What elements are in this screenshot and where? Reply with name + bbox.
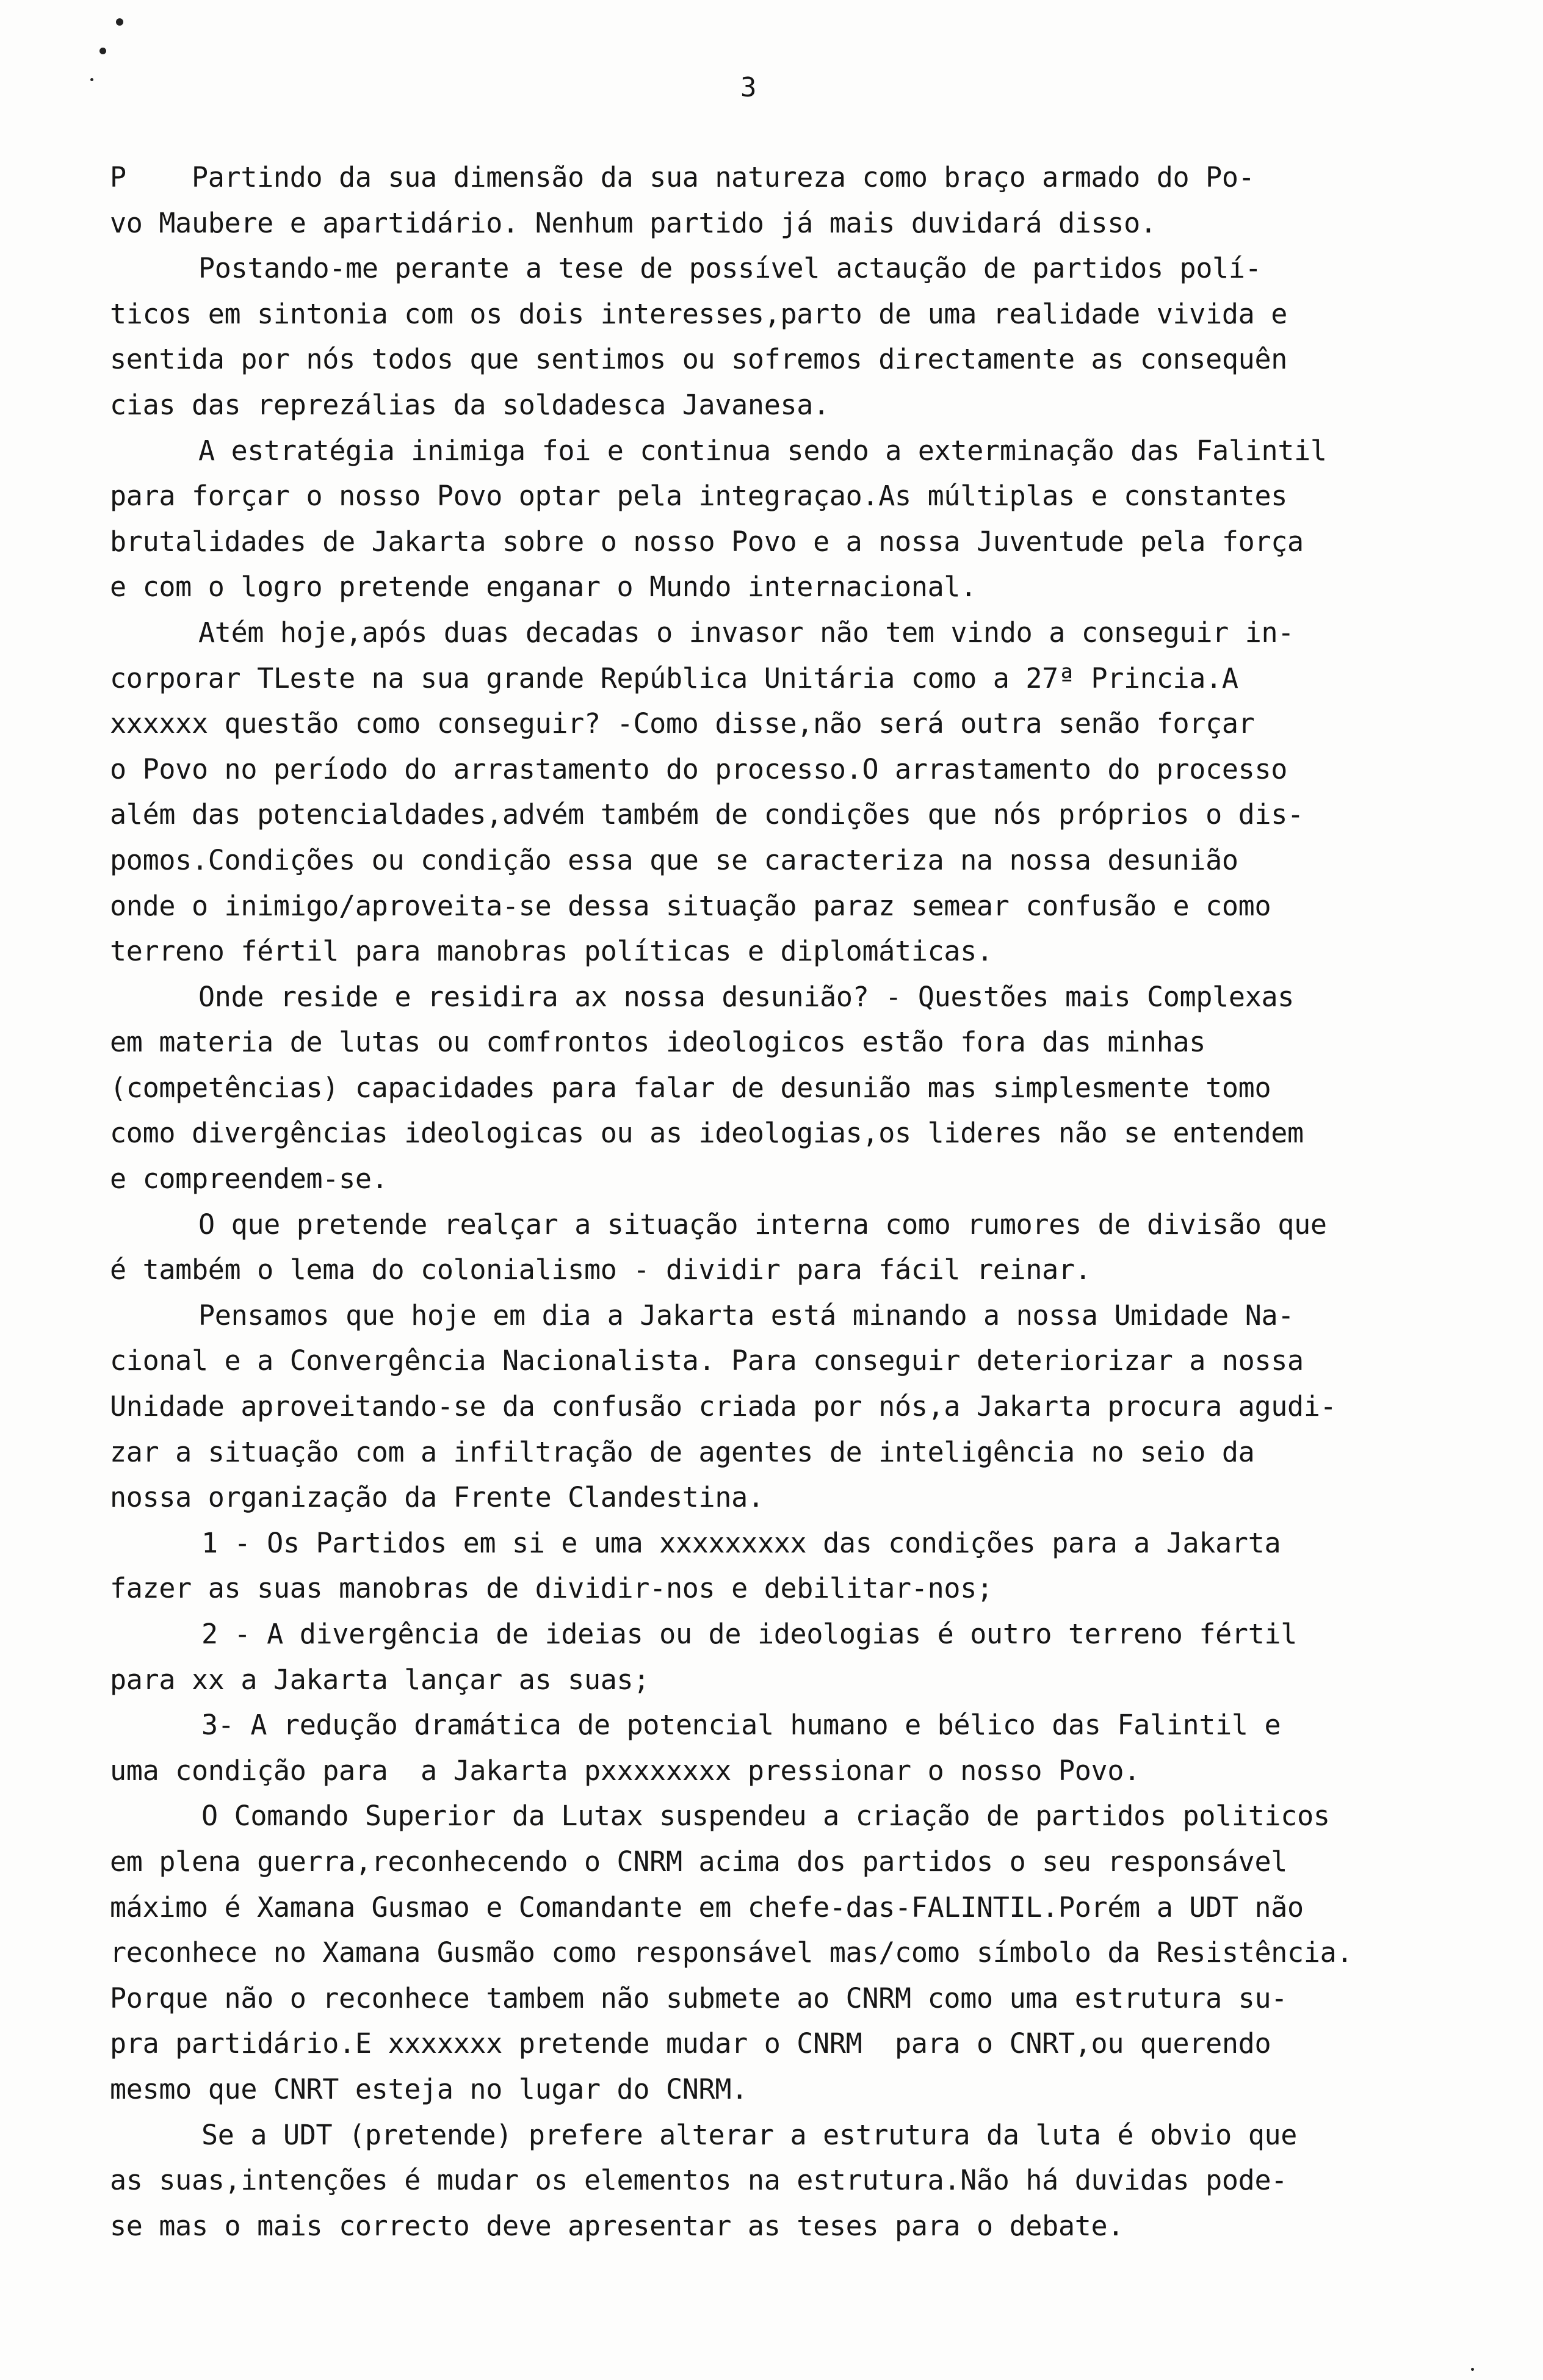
scan-speck [1471, 2368, 1474, 2371]
text-line: 2 - A divergência de ideias ou de ideologias é outro terreno fértil [201, 1618, 1298, 1650]
text-line: (competências) capacidades para falar de desunião mas simplesmente tomo [110, 1071, 1271, 1104]
text-line: 3- A redução dramática de potencial humano e bélico das Falintil e [201, 1709, 1281, 1742]
scan-speck [99, 48, 106, 54]
text-line: se mas o mais correcto deve apresentar as teses para o debate. [110, 2209, 1124, 2242]
typewritten-body [110, 155, 1471, 2249]
text-line: as suas,intenções é mudar os elementos na estrutura.Não há duvidas pode- [110, 2164, 1288, 2197]
text-line: 1 - Os Partidos em si e uma xxxxxxxxx das condições para a Jakarta [201, 1526, 1281, 1559]
text-line: e compreendem-se. [110, 1163, 388, 1195]
text-line: cias das reprezálias da soldadesca Javanesa. [110, 388, 829, 421]
text-line: ticos em sintonia com os dois interesses,parto de uma realidade vivida e [110, 297, 1288, 330]
text-line: corporar TLeste na sua grande República Unitária como a 27ª Princia.A [110, 662, 1238, 694]
text-line: Unidade aproveitando-se da confusão criada por nós,a Jakarta procura agudi- [110, 1390, 1337, 1423]
text-line: Pensamos que hoje em dia a Jakarta está minando a nossa Umidade Na- [198, 1299, 1295, 1332]
text-line: em materia de lutas ou comfrontos ideologicos estão fora das minhas [110, 1026, 1206, 1059]
text-line: como divergências ideologicas ou as ideologias,os lideres não se entendem [110, 1117, 1304, 1150]
text-line: reconhece no Xamana Gusmão como responsável mas/como símbolo da Resistência. [110, 1936, 1353, 1969]
text-line: pra partidário.E xxxxxxx pretende mudar o CNRM para o CNRT,ou querendo [110, 2027, 1271, 2060]
text-line: O Comando Superior da Lutax suspendeu a criação de partidos politicos [201, 1800, 1330, 1833]
text-line: fazer as suas manobras de dividir-nos e debilitar-nos; [110, 1572, 993, 1605]
text-line: zar a situação com a infiltração de agentes de inteligência no seio da [110, 1435, 1255, 1468]
text-line: máximo é Xamana Gusmao e Comandante em chefe-das-FALINTIL.Porém a UDT não [110, 1891, 1304, 1924]
text-line: mesmo que CNRT esteja no lugar do CNRM. [110, 2072, 748, 2105]
text-line: xxxxxx questão como conseguir? -Como disse,não será outra senão forçar [110, 707, 1255, 740]
text-line: vo Maubere e apartidário. Nenhum partido já mais duvidará disso. [110, 206, 1157, 239]
text-line: Atém hoje,após duas decadas o invasor não tem vindo a conseguir in- [198, 616, 1295, 649]
text-line: brutalidades de Jakarta sobre o nosso Povo e a nossa Juventude pela força [110, 525, 1304, 558]
text-line: onde o inimigo/aproveita-se dessa situação paraz semear confusão e como [110, 889, 1271, 922]
text-line: terreno fértil para manobras políticas e diplomáticas. [110, 935, 993, 968]
text-line: para forçar o nosso Povo optar pela integraçao.As múltiplas e constantes [110, 480, 1288, 513]
text-line: pomos.Condições ou condição essa que se caracteriza na nossa desunião [110, 843, 1238, 876]
text-line: nossa organização da Frente Clandestina. [110, 1481, 764, 1514]
page-number: 3 [740, 72, 757, 103]
text-line: Porque não o reconhece tambem não submete ao CNRM como uma estrutura su- [110, 1982, 1288, 2014]
scan-speck [90, 78, 93, 81]
text-line: uma condição para a Jakarta pxxxxxxxx pressionar o nosso Povo. [110, 1754, 1140, 1787]
text-line: o Povo no período do arrastamento do processo.O arrastamento do processo [110, 752, 1288, 785]
text-line: Postando-me perante a tese de possível actaução de partidos polí- [198, 252, 1262, 285]
text-line: Onde reside e residira ax nossa desunião? - Questões mais Complexas [198, 980, 1295, 1013]
text-line: P Partindo da sua dimensão da sua natureza como braço armado do Po- [110, 161, 1255, 193]
text-line: cional e a Convergência Nacionalista. Para conseguir deteriorizar a nossa [110, 1344, 1304, 1377]
text-line: é também o lema do colonialismo - dividir para fácil reinar. [110, 1253, 1091, 1286]
text-line: sentida por nós todos que sentimos ou sofremos directamente as consequên [110, 343, 1288, 376]
text-line: O que pretende realçar a situação interna como rumores de divisão que [198, 1208, 1327, 1241]
text-line: além das potencialdades,advém também de condições que nós próprios o dis- [110, 798, 1304, 831]
scan-speck [116, 18, 123, 26]
text-line: A estratégia inimiga foi e continua sendo a exterminação das Falintil [198, 434, 1327, 467]
text-line: e com o logro pretende enganar o Mundo internacional. [110, 571, 977, 604]
text-line: para xx a Jakarta lançar as suas; [110, 1663, 650, 1696]
text-line: Se a UDT (pretende) prefere alterar a estrutura da luta é obvio que [201, 2118, 1298, 2151]
text-line: em plena guerra,reconhecendo o CNRM acima dos partidos o seu responsável [110, 1845, 1288, 1878]
